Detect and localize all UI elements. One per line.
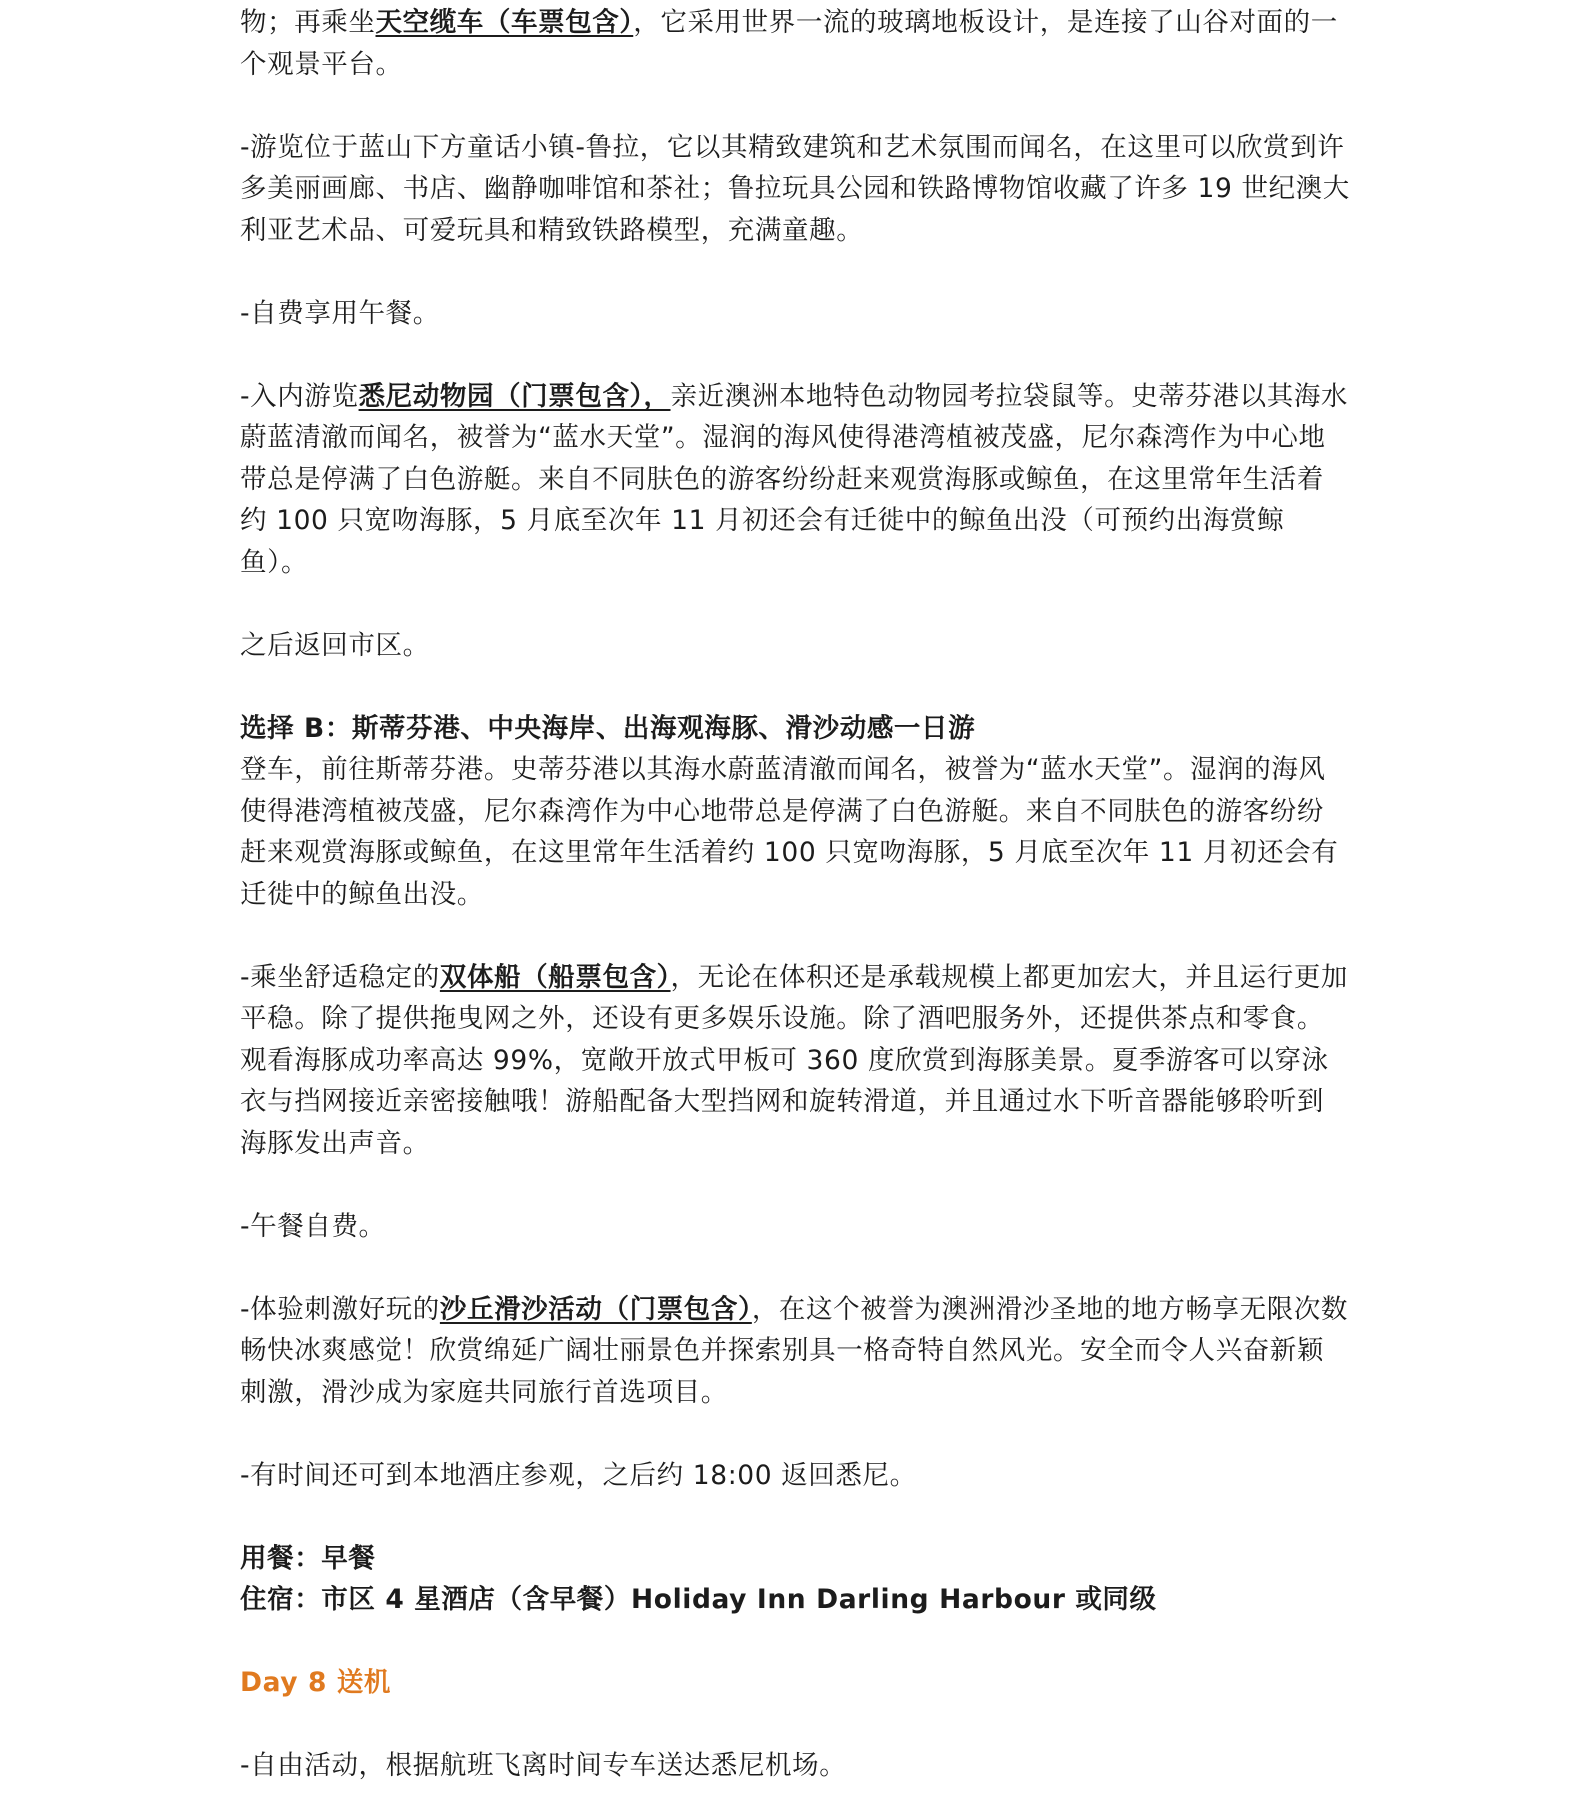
sandboarding-ticket-link[interactable]: 沙丘滑沙活动（门票包含） <box>439 1293 752 1325</box>
paragraph-text: -体验刺激好玩的 <box>240 1293 440 1325</box>
paragraph-lunch: -午餐自费。 <box>240 1210 386 1242</box>
skyway-ticket-link[interactable]: 天空缆车（车票包含） <box>375 7 634 38</box>
catamaran-ticket-link[interactable]: 双体船（船票包含） <box>439 961 671 993</box>
paragraph-lunch-self-paid: -自费享用午餐。 <box>240 297 440 329</box>
paragraph-sandboarding <box>240 1289 1350 1414</box>
paragraph-text: ，在这个被誉为澳洲滑沙圣地的地方畅享无限次数畅快冰爽感觉！欣赏绵延广阔壮丽景色并探索别具一格奇特自然风光。安全而令人兴奋新颖刺激，滑沙成为家庭共同旅行首选项目。 <box>240 1293 1349 1408</box>
paragraph-catamaran <box>240 957 1350 1165</box>
paragraph-leura: -游览位于蓝山下方童话小镇-鲁拉，它以其精致建筑和艺术氛围而闻名，在这里可以欣赏到许多美丽画廊、书店、幽静咖啡馆和茶社；鲁拉玩具公园和铁路博物馆收藏了许多 19 世纪澳大利亚艺术品、可爱玩具和精致铁路模型，充满童趣。 <box>240 131 1350 246</box>
sydney-zoo-ticket-link[interactable]: 悉尼动物园（门票包含）， <box>358 380 671 412</box>
option-b-heading: 选择 B：斯蒂芬港、中央海岸、出海观海豚、滑沙动感一日游 <box>240 712 976 744</box>
paragraph-sydney-zoo <box>240 376 1350 584</box>
paragraph-text: -入内游览 <box>240 380 359 412</box>
paragraph-skyway <box>240 2 1350 85</box>
paragraph-text: ，它采用世界一流的玻璃地板设计，是连接了山谷对面的一个观景平台。 <box>240 7 1338 80</box>
paragraph-text: 亲近澳洲本地特色动物园考拉袋鼠等。史蒂芬港以其海水蔚蓝清澈而闻名，被誉为“蓝水天堂”。湿润的海风使得港湾植被茂盛，尼尔森湾作为中心地带总是停满了白色游艇。来自不同肤色的游客纷纷赶来观赏海豚或鲸鱼，在这里常年生活着约 100 只宽吻海豚，5 月底至次年 11 月初还会有迁徙中的鲸鱼出没（可预约出海赏鲸鱼）。 <box>240 380 1349 578</box>
day8-text: -自由活动，根据航班飞离时间专车送达悉尼机场。 <box>240 1750 847 1781</box>
paragraph-return-city: 之后返回市区。 <box>240 629 430 661</box>
itinerary-content <box>240 2 1350 1787</box>
paragraph-text: -乘坐舒适稳定的 <box>240 961 440 993</box>
day8-heading: Day 8 送机 <box>240 1667 392 1698</box>
paragraph-winery: -有时间还可到本地酒庄参观，之后约 18:00 返回悉尼。 <box>240 1459 917 1491</box>
option-b-text: 登车，前往斯蒂芬港。史蒂芬港以其海水蔚蓝清澈而闻名，被誉为“蓝水天堂”。湿润的海风使得港湾植被茂盛，尼尔森湾作为中心地带总是停满了白色游艇。来自不同肤色的游客纷纷赶来观赏海豚或鲸鱼，在这里常年生活着约 100 只宽吻海豚，5 月底至次年 11 月初还会有迁徙中的鲸鱼出没。 <box>240 754 1339 910</box>
hotel-info: 住宿：市区 4 星酒店（含早餐）Holiday Inn Darling Harbour 或同级 <box>240 1584 1157 1615</box>
meals-info: 用餐：早餐 <box>240 1542 376 1574</box>
paragraph-text: 物；再乘坐 <box>240 7 376 38</box>
paragraph-text: ，无论在体积还是承载规模上都更加宏大，并且运行更加平稳。除了提供拖曳网之外，还设有更多娱乐设施。除了酒吧服务外，还提供茶点和零食。观看海豚成功率高达 99%，宽敞开放式甲板可 360 度欣赏到海豚美景。夏季游客可以穿泳衣与挡网接近亲密接触哦！游船配备大型挡网和旋转滑道，并且通过水下听音器能够聆听到海豚发出声音。 <box>240 961 1349 1159</box>
